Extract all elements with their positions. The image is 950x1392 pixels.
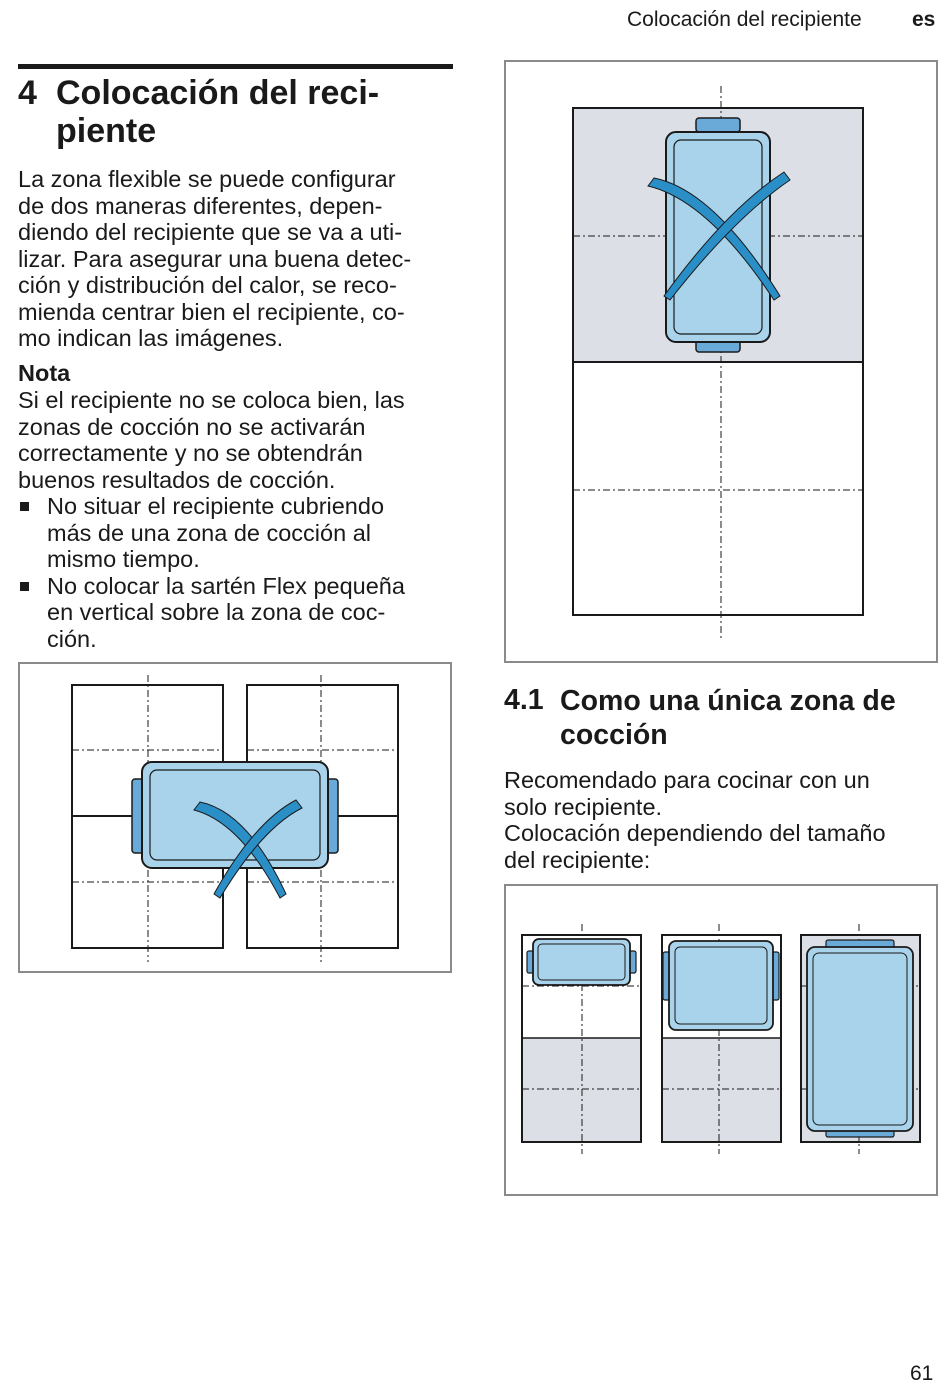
- section-paragraph: Recomendado para cocinar con un solo recipiente.: [504, 767, 870, 820]
- section-number: 4.1: [504, 684, 544, 716]
- chapter-title: Colocación del reci- piente: [56, 74, 380, 150]
- section-paragraph: Colocación dependiendo del tamaño del recipiente:: [504, 820, 886, 873]
- running-header-language: es: [912, 8, 936, 31]
- figure-pan-across-two-zones: [18, 662, 452, 973]
- bullet-text: No situar el recipiente cubriendo más de una zona de cocción al mismo tiempo.: [47, 493, 385, 572]
- running-header-section: Colocación del recipiente: [627, 8, 862, 31]
- chapter-number: 4: [18, 74, 37, 112]
- note-bullet-list: [18, 493, 458, 652]
- note-text: Si el recipiente no se coloca bien, las zonas de cocción no se activarán correctamente y no se obtendrán buenos resultados de cocción.: [18, 387, 405, 493]
- placement-medium-pan: [662, 924, 781, 1154]
- bullet-text: No colocar la sartén Flex pequeña en vertical sobre la zona de coc- ción.: [47, 572, 405, 652]
- placement-large-pan: [801, 924, 920, 1154]
- list-item: [18, 573, 458, 653]
- list-item: [18, 493, 458, 573]
- bullet-square-icon: [20, 502, 29, 511]
- page-number: 61: [910, 1362, 934, 1385]
- note-heading: Nota: [18, 360, 71, 386]
- figure-pan-vertical-wrong: [504, 60, 938, 663]
- section-title: Como una única zona de cocción: [560, 685, 896, 751]
- placement-small-pan: [522, 924, 641, 1154]
- intro-paragraph: La zona flexible se puede configurar de dos maneras diferentes, depen- diendo del recipiente que se va a uti- lizar. Para asegurar una buena detec- ción y distribución del calor, se reco- mienda centrar bien el recipiente, co- mo indican las imágenes.: [18, 166, 412, 351]
- bullet-square-icon: [20, 582, 29, 591]
- roasting-pan-icon: [132, 762, 338, 868]
- chapter-title-rule: [18, 64, 453, 69]
- figure-placement-by-size: [504, 884, 938, 1196]
